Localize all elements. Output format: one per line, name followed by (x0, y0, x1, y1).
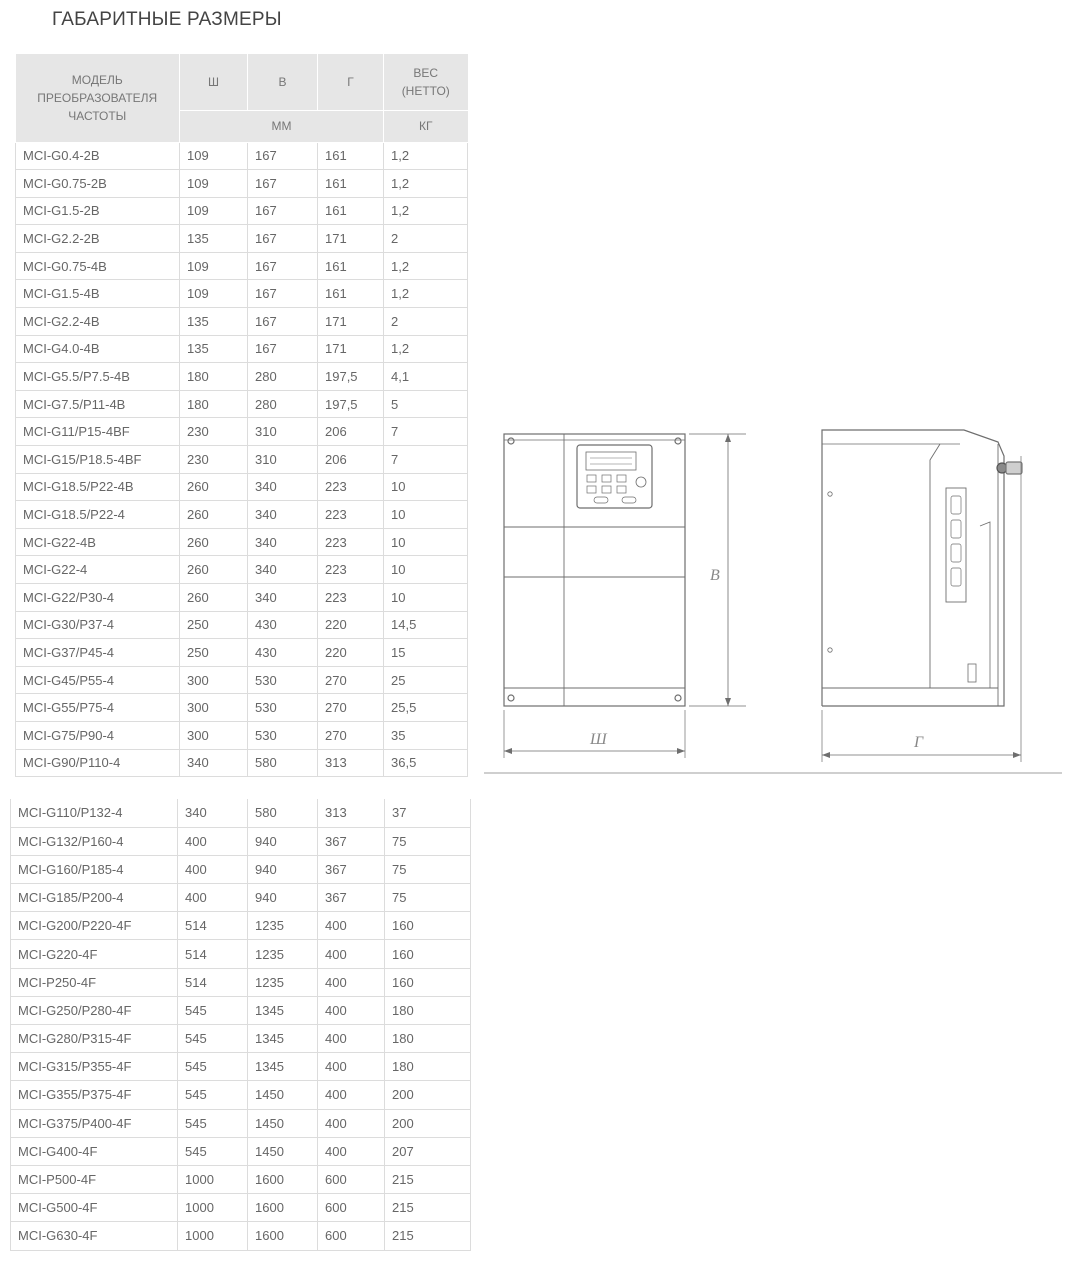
cell-model: MCI-P500-4F (11, 1165, 178, 1193)
cell-depth: 161 (318, 170, 384, 198)
cell-weight: 200 (385, 1081, 471, 1109)
cell-weight: 180 (385, 1025, 471, 1053)
table-row (16, 584, 468, 612)
table-row (11, 827, 471, 855)
cell-model: MCI-G400-4F (11, 1137, 178, 1165)
cell-height: 940 (248, 884, 318, 912)
cell-height: 310 (248, 446, 318, 474)
table-row (16, 252, 468, 280)
cell-depth: 223 (318, 556, 384, 584)
cell-width: 135 (180, 225, 248, 253)
cell-width: 260 (180, 473, 248, 501)
table-row (11, 1165, 471, 1193)
cell-model: MCI-G55/P75-4 (16, 694, 180, 722)
cell-weight: 75 (385, 827, 471, 855)
header-unit-kg: КГ (384, 110, 468, 142)
cell-height: 1600 (248, 1194, 318, 1222)
cell-model: MCI-G185/P200-4 (11, 884, 178, 912)
header-weight: ВЕС (НЕТТО) (384, 54, 468, 110)
cell-width: 1000 (178, 1165, 248, 1193)
cell-model: MCI-G132/P160-4 (11, 827, 178, 855)
cell-depth: 220 (318, 611, 384, 639)
cell-model: MCI-G355/P375-4F (11, 1081, 178, 1109)
table-row (16, 170, 468, 198)
table-row (16, 556, 468, 584)
cell-height: 167 (248, 170, 318, 198)
cell-model: MCI-G280/P315-4F (11, 1025, 178, 1053)
cell-weight: 25,5 (384, 694, 468, 722)
cell-model: MCI-G0.4-2B (16, 142, 180, 170)
cell-weight: 2 (384, 225, 468, 253)
cell-weight: 207 (385, 1137, 471, 1165)
cell-weight: 5 (384, 390, 468, 418)
cell-weight: 75 (385, 884, 471, 912)
cell-height: 1235 (248, 968, 318, 996)
cell-depth: 270 (318, 666, 384, 694)
cell-width: 545 (178, 1109, 248, 1137)
cell-depth: 171 (318, 335, 384, 363)
cell-depth: 400 (318, 1025, 385, 1053)
cell-width: 135 (180, 308, 248, 336)
table-row (16, 721, 468, 749)
cell-model: MCI-G315/P355-4F (11, 1053, 178, 1081)
cell-depth: 400 (318, 968, 385, 996)
cell-height: 167 (248, 197, 318, 225)
cell-model: MCI-G30/P37-4 (16, 611, 180, 639)
cell-model: MCI-G220-4F (11, 940, 178, 968)
cell-height: 530 (248, 694, 318, 722)
cell-depth: 270 (318, 721, 384, 749)
cell-depth: 367 (318, 855, 385, 883)
width-label: Ш (590, 731, 607, 748)
table-row (11, 996, 471, 1024)
cell-model: MCI-G45/P55-4 (16, 666, 180, 694)
cell-model: MCI-G500-4F (11, 1194, 178, 1222)
cell-depth: 161 (318, 142, 384, 170)
cell-depth: 400 (318, 1081, 385, 1109)
cell-width: 230 (180, 418, 248, 446)
cell-depth: 223 (318, 528, 384, 556)
cell-depth: 171 (318, 225, 384, 253)
cell-weight: 1,2 (384, 252, 468, 280)
cell-model: MCI-G18.5/P22-4 (16, 501, 180, 529)
screw-icon (508, 695, 514, 701)
table-row (11, 1222, 471, 1250)
cell-weight: 1,2 (384, 170, 468, 198)
cell-width: 1000 (178, 1194, 248, 1222)
cell-depth: 400 (318, 940, 385, 968)
cell-depth: 197,5 (318, 363, 384, 391)
table-row (16, 473, 468, 501)
cell-width: 135 (180, 335, 248, 363)
cell-model: MCI-G37/P45-4 (16, 639, 180, 667)
cell-width: 260 (180, 584, 248, 612)
cell-height: 580 (248, 799, 318, 827)
cell-depth: 206 (318, 418, 384, 446)
table-row (16, 363, 468, 391)
table-row (16, 418, 468, 446)
table-row (11, 884, 471, 912)
cell-model: MCI-P250-4F (11, 968, 178, 996)
cell-model: MCI-G75/P90-4 (16, 721, 180, 749)
cell-weight: 215 (385, 1222, 471, 1250)
cell-width: 260 (180, 501, 248, 529)
header-depth: Г (318, 54, 384, 110)
table-row (16, 446, 468, 474)
cell-model: MCI-G18.5/P22-4B (16, 473, 180, 501)
cell-width: 180 (180, 363, 248, 391)
table-row (11, 912, 471, 940)
cell-width: 514 (178, 968, 248, 996)
cell-model: MCI-G90/P110-4 (16, 749, 180, 777)
cell-depth: 400 (318, 1137, 385, 1165)
cell-height: 1600 (248, 1222, 318, 1250)
cell-height: 167 (248, 252, 318, 280)
cell-weight: 160 (385, 940, 471, 968)
table-row (16, 528, 468, 556)
cell-model: MCI-G2.2-2B (16, 225, 180, 253)
cell-model: MCI-G160/P185-4 (11, 855, 178, 883)
cell-model: MCI-G2.2-4B (16, 308, 180, 336)
cell-model: MCI-G11/P15-4BF (16, 418, 180, 446)
cell-width: 545 (178, 1081, 248, 1109)
cell-height: 310 (248, 418, 318, 446)
cell-depth: 400 (318, 1109, 385, 1137)
header-height: В (248, 54, 318, 110)
cell-height: 430 (248, 639, 318, 667)
cell-height: 1450 (248, 1081, 318, 1109)
cell-height: 430 (248, 611, 318, 639)
height-label: В (710, 567, 720, 584)
header-unit-mm: ММ (180, 110, 384, 142)
cell-weight: 75 (385, 855, 471, 883)
cell-model: MCI-G200/P220-4F (11, 912, 178, 940)
cell-height: 167 (248, 280, 318, 308)
cell-model: MCI-G110/P132-4 (11, 799, 178, 827)
screw-icon (508, 438, 514, 444)
cell-weight: 180 (385, 1053, 471, 1081)
cell-weight: 4,1 (384, 363, 468, 391)
cell-depth: 600 (318, 1222, 385, 1250)
cell-weight: 215 (385, 1165, 471, 1193)
cell-depth: 400 (318, 1053, 385, 1081)
table-row (11, 1194, 471, 1222)
cell-height: 940 (248, 827, 318, 855)
screw-icon (675, 695, 681, 701)
connector-icon (997, 462, 1022, 474)
cell-depth: 220 (318, 639, 384, 667)
cell-width: 545 (178, 996, 248, 1024)
cell-height: 167 (248, 142, 318, 170)
cell-weight: 1,2 (384, 142, 468, 170)
table-row (11, 1081, 471, 1109)
cell-height: 340 (248, 528, 318, 556)
cell-model: MCI-G22-4 (16, 556, 180, 584)
cell-model: MCI-G0.75-4B (16, 252, 180, 280)
table-row (16, 749, 468, 777)
cell-weight: 7 (384, 446, 468, 474)
cell-weight: 10 (384, 473, 468, 501)
cell-height: 167 (248, 335, 318, 363)
table-row (16, 611, 468, 639)
table-row (11, 1137, 471, 1165)
cell-weight: 160 (385, 912, 471, 940)
cell-width: 340 (178, 799, 248, 827)
cell-height: 1345 (248, 1053, 318, 1081)
cell-depth: 223 (318, 473, 384, 501)
dimensions-table-bottom (10, 799, 471, 1251)
side-view (822, 430, 1022, 762)
cell-height: 340 (248, 584, 318, 612)
cell-height: 280 (248, 390, 318, 418)
cell-weight: 1,2 (384, 280, 468, 308)
cell-width: 250 (180, 611, 248, 639)
table-row (11, 855, 471, 883)
cell-depth: 206 (318, 446, 384, 474)
cell-height: 340 (248, 501, 318, 529)
cell-depth: 313 (318, 749, 384, 777)
cell-depth: 223 (318, 584, 384, 612)
cell-weight: 35 (384, 721, 468, 749)
cell-weight: 160 (385, 968, 471, 996)
table-row (16, 694, 468, 722)
cell-weight: 36,5 (384, 749, 468, 777)
cell-weight: 10 (384, 584, 468, 612)
cell-height: 1450 (248, 1109, 318, 1137)
cell-depth: 600 (318, 1165, 385, 1193)
cell-depth: 313 (318, 799, 385, 827)
cell-depth: 400 (318, 912, 385, 940)
cell-height: 1450 (248, 1137, 318, 1165)
cell-weight: 200 (385, 1109, 471, 1137)
cell-model: MCI-G22-4B (16, 528, 180, 556)
table-row (16, 280, 468, 308)
cell-width: 300 (180, 721, 248, 749)
cell-height: 940 (248, 855, 318, 883)
cell-height: 1235 (248, 912, 318, 940)
cell-model: MCI-G15/P18.5-4BF (16, 446, 180, 474)
cell-model: MCI-G7.5/P11-4B (16, 390, 180, 418)
header-width: Ш (180, 54, 248, 110)
cell-model: MCI-G1.5-2B (16, 197, 180, 225)
table-row (16, 335, 468, 363)
cell-model: MCI-G375/P400-4F (11, 1109, 178, 1137)
cell-weight: 180 (385, 996, 471, 1024)
cell-model: MCI-G250/P280-4F (11, 996, 178, 1024)
cell-weight: 14,5 (384, 611, 468, 639)
cell-depth: 161 (318, 252, 384, 280)
cell-depth: 600 (318, 1194, 385, 1222)
inverter-dimension-drawing (484, 420, 1062, 776)
cell-weight: 25 (384, 666, 468, 694)
cell-depth: 161 (318, 280, 384, 308)
table-row (16, 142, 468, 170)
table-row (11, 1025, 471, 1053)
cell-model: MCI-G1.5-4B (16, 280, 180, 308)
cell-depth: 367 (318, 884, 385, 912)
cell-height: 280 (248, 363, 318, 391)
cell-weight: 7 (384, 418, 468, 446)
cell-model: MCI-G630-4F (11, 1222, 178, 1250)
cell-weight: 15 (384, 639, 468, 667)
cell-depth: 161 (318, 197, 384, 225)
cell-width: 400 (178, 827, 248, 855)
depth-label: Г (914, 734, 924, 751)
cell-height: 1345 (248, 1025, 318, 1053)
table-row (11, 1053, 471, 1081)
cell-model: MCI-G4.0-4B (16, 335, 180, 363)
keypad-icon (577, 445, 652, 508)
cell-weight: 10 (384, 501, 468, 529)
cell-width: 400 (178, 855, 248, 883)
table-row (16, 225, 468, 253)
cell-width: 109 (180, 170, 248, 198)
table-row (16, 501, 468, 529)
cell-width: 545 (178, 1025, 248, 1053)
table-row (11, 1109, 471, 1137)
table-row (16, 197, 468, 225)
cell-depth: 367 (318, 827, 385, 855)
cell-weight: 10 (384, 528, 468, 556)
cell-height: 1600 (248, 1165, 318, 1193)
cell-width: 109 (180, 252, 248, 280)
cell-height: 340 (248, 473, 318, 501)
cell-height: 167 (248, 308, 318, 336)
cell-weight: 215 (385, 1194, 471, 1222)
table-row (16, 666, 468, 694)
cell-width: 109 (180, 142, 248, 170)
cell-depth: 270 (318, 694, 384, 722)
cell-width: 514 (178, 940, 248, 968)
cell-width: 300 (180, 694, 248, 722)
screw-icon (675, 438, 681, 444)
cell-width: 300 (180, 666, 248, 694)
cell-width: 400 (178, 884, 248, 912)
dimensions-table-top (15, 54, 468, 777)
cell-weight: 1,2 (384, 197, 468, 225)
cell-depth: 171 (318, 308, 384, 336)
cell-width: 1000 (178, 1222, 248, 1250)
table-row (16, 639, 468, 667)
cell-height: 1345 (248, 996, 318, 1024)
cell-width: 109 (180, 280, 248, 308)
cell-height: 1235 (248, 940, 318, 968)
header-model: МОДЕЛЬ ПРЕОБРАЗОВАТЕЛЯ ЧАСТОТЫ (16, 54, 180, 142)
cell-depth: 400 (318, 996, 385, 1024)
cell-width: 230 (180, 446, 248, 474)
cell-width: 109 (180, 197, 248, 225)
cell-width: 260 (180, 528, 248, 556)
cell-height: 530 (248, 721, 318, 749)
cell-height: 340 (248, 556, 318, 584)
cell-width: 545 (178, 1137, 248, 1165)
table-row (16, 390, 468, 418)
page-title: ГАБАРИТНЫЕ РАЗМЕРЫ (52, 9, 282, 30)
cell-weight: 1,2 (384, 335, 468, 363)
cell-model: MCI-G22/P30-4 (16, 584, 180, 612)
cell-height: 530 (248, 666, 318, 694)
table-row (16, 308, 468, 336)
cell-height: 580 (248, 749, 318, 777)
cell-weight: 10 (384, 556, 468, 584)
cell-width: 340 (180, 749, 248, 777)
cell-width: 260 (180, 556, 248, 584)
cell-depth: 223 (318, 501, 384, 529)
table-row (11, 940, 471, 968)
cell-model: MCI-G0.75-2B (16, 170, 180, 198)
cell-model: MCI-G5.5/P7.5-4B (16, 363, 180, 391)
cell-height: 167 (248, 225, 318, 253)
cell-width: 250 (180, 639, 248, 667)
cell-depth: 197,5 (318, 390, 384, 418)
cell-weight: 37 (385, 799, 471, 827)
cell-width: 514 (178, 912, 248, 940)
front-view (504, 434, 746, 758)
cell-width: 180 (180, 390, 248, 418)
table-row (11, 968, 471, 996)
cell-weight: 2 (384, 308, 468, 336)
cell-width: 545 (178, 1053, 248, 1081)
table-row (11, 799, 471, 827)
